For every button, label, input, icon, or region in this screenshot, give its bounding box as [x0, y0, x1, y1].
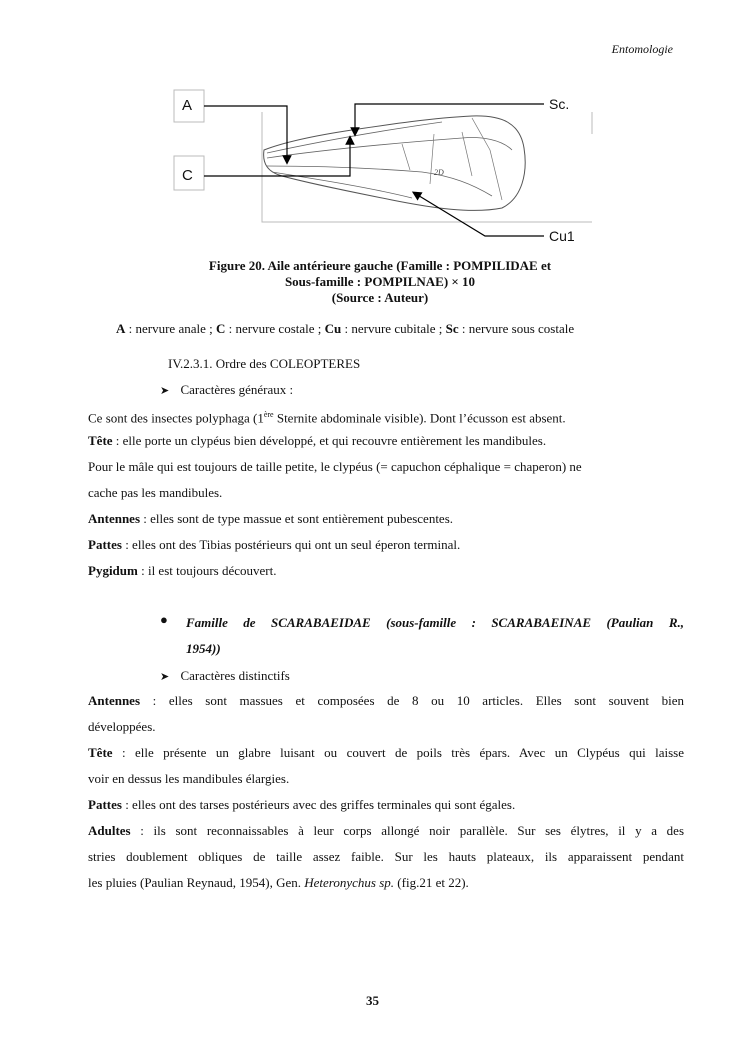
term-antennes: Antennes [88, 511, 141, 526]
legend-text-sc: : nervure sous costale [458, 321, 575, 336]
arrow-bullet-icon: ➤ [160, 385, 170, 397]
photo-frame [262, 112, 592, 222]
term-pygidum: Pygidum [88, 563, 138, 578]
para-pygidum-text: : il est toujours découvert. [137, 563, 277, 578]
arrow-a [204, 106, 287, 160]
figure-caption-line3: (Source : Auteur) [331, 290, 429, 305]
para-polyphaga-sup: ère [263, 410, 274, 419]
fam-adultes-line2: stries doublement obliques de taille assez faible. Sur les hauts plateaux, ils apparaissent pendant [88, 849, 684, 864]
fam-adultes-line3-b: (fig.21 et 22). [394, 875, 469, 890]
legend-key-cu: Cu [324, 321, 342, 336]
label-a: A [182, 97, 193, 114]
arrow-cu1 [416, 194, 544, 236]
legend-text-cu: : nervure cubitale ; [341, 321, 446, 336]
legend-key-a: A [116, 321, 126, 336]
genus-name: Heteronychus sp. [304, 875, 395, 890]
label-sc: Sc. [549, 96, 570, 112]
fam-pattes [88, 792, 684, 818]
running-header: Entomologie [611, 42, 673, 56]
bullet-general-label: Caractères généraux : [180, 382, 294, 397]
para-pygidum [88, 558, 684, 584]
para-male-line2: cache pas les mandibules. [88, 485, 223, 500]
fam-term-adultes: Adultes [88, 823, 131, 838]
page-number: 35 [366, 993, 379, 1008]
figure-caption-line1: Figure 20. Aile antérieure gauche (Famille : POMPILIDAE et [208, 258, 552, 273]
family-title-line1: Famille de SCARABAEIDAE (sous-famille : SCARABAEINAE (Paulian R., [186, 615, 684, 630]
figure-legend [116, 321, 574, 337]
wing-figure [172, 88, 602, 258]
para-polyphaga-a: Ce sont des insectes polyphaga (1 [88, 410, 264, 426]
bullet-distinctive-label: Caractères distinctifs [180, 668, 290, 683]
bullet-general [160, 382, 293, 398]
label-cu1: Cu1 [549, 228, 575, 244]
section-heading: IV.2.3.1. Ordre des COLEOPTERES [168, 356, 361, 371]
para-male-line1: Pour le mâle qui est toujours de taille petite, le clypéus (= capuchon céphalique = chaperon) ne [88, 459, 582, 474]
fam-term-pattes: Pattes [88, 797, 122, 812]
bullet-dot-icon: ● [160, 612, 168, 627]
fam-adultes-line1 [88, 818, 684, 844]
family-title-line2: 1954)) [186, 641, 221, 656]
fam-adultes-line3 [88, 870, 684, 896]
para-polyphaga [88, 402, 684, 431]
fam-pattes-text: : elles ont des tarses postérieurs avec des griffes terminales qui sont égales. [121, 797, 516, 812]
fam-adultes-line3-a: les pluies (Paulian Reynaud, 1954), Gen. [88, 875, 305, 890]
fam-adultes-text: : ils sont reconnaissables à leur corps allongé noir parallèle. Sur ses élytres, il y a des [130, 823, 684, 838]
vein-subcostal [267, 138, 512, 159]
arrow-bullet-icon: ➤ [160, 671, 170, 683]
label-c: C [182, 167, 193, 184]
term-pattes: Pattes [88, 537, 122, 552]
fam-tete-text: : elle présente un glabre luisant ou couvert de poils très épars. Avec un Clypéus qui laisse [112, 745, 684, 760]
figure-caption-line2: Sous-famille : POMPILNAE) × 10 [284, 274, 476, 289]
para-pattes-text: : elles ont des Tibias postérieurs qui ont un seul éperon terminal. [121, 537, 461, 552]
para-tete [88, 428, 684, 454]
fam-antennes-line1 [88, 688, 684, 714]
para-pattes [88, 532, 684, 558]
para-antennes-text: : elles sont de type massue et sont entièrement pubescentes. [140, 511, 454, 526]
fam-tete-line2: voir en dessus les mandibules élargies. [88, 771, 290, 786]
legend-text-c: : nervure costale ; [225, 321, 325, 336]
fam-tete-line1 [88, 740, 684, 766]
wing-cells [402, 118, 502, 200]
para-tete-text: : elle porte un clypéus bien développé, et qui recouvre entièrement les mandibules. [112, 433, 547, 448]
fam-term-antennes: Antennes [88, 693, 141, 708]
wing-outline [264, 116, 526, 211]
legend-text-a: : nervure anale ; [125, 321, 216, 336]
para-polyphaga-b: Sternite abdominale visible). Dont l’écusson est absent. [273, 410, 566, 426]
cell-label-2d: 2D [434, 168, 444, 177]
legend-key-c: C [215, 321, 226, 336]
legend-key-sc: Sc [445, 321, 459, 336]
bullet-distinctive [160, 668, 290, 684]
term-tete: Tête [88, 433, 113, 448]
para-antennes [88, 506, 684, 532]
fam-antennes-text: : elles sont massues et composées de 8 ou 10 articles. Elles sont souvent bien [140, 693, 684, 708]
fam-term-tete: Tête [88, 745, 113, 760]
fam-antennes-line2: développées. [88, 719, 156, 734]
